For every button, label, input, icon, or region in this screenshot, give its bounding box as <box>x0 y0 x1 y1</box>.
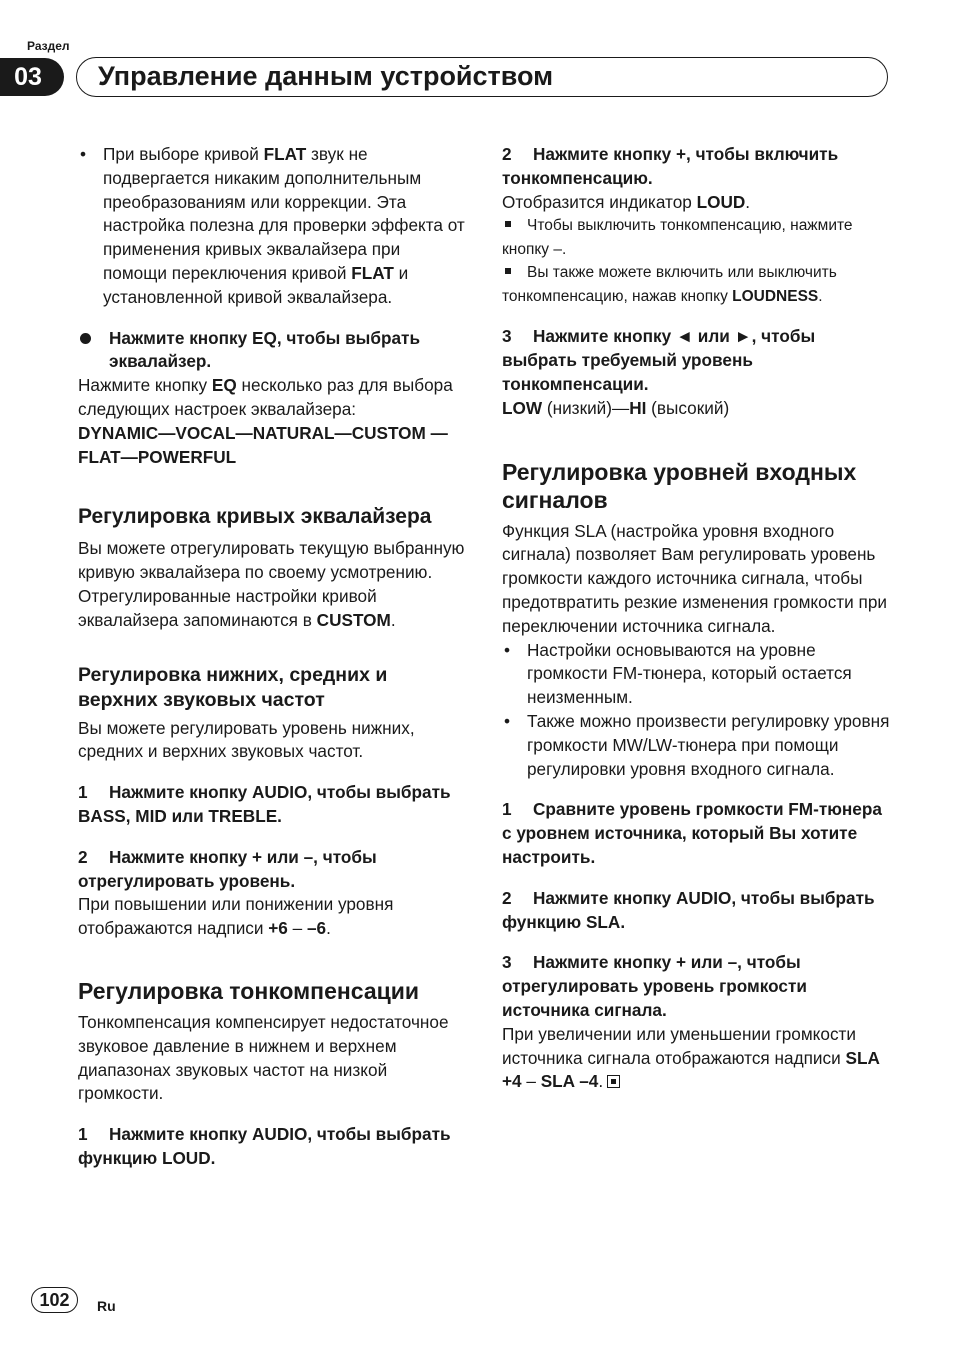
loud-step-1: 1 Нажмите кнопку AUDIO, чтобы выбрать функцию LOUD. <box>78 1124 451 1168</box>
loud-note-2: Вы также можете включить или выключить тонкомпенсацию, нажав кнопку LOUDNESS. <box>502 261 894 308</box>
sla-step-3: 3 Нажмите кнопку + или –, чтобы отрегулировать уровень громкости источника сигнала. <box>502 952 807 1020</box>
sla-bullet-1: • Настройки основываются на уровне громкости FM-тюнера, который остается неизменным. <box>502 639 894 710</box>
language-code: Ru <box>97 1298 116 1314</box>
loud-text: Тонкомпенсация компенсирует недостаточное звуковое давление в нижнем и верхнем диапазонах звуковых частот на низкой громкости. <box>78 1011 449 1104</box>
page-title: Управление данным устройством <box>98 61 554 91</box>
left-column <box>78 143 466 1171</box>
loud-step-3: 3 Нажмите кнопку ◄ или ►, чтобы выбрать требуемый уровень тонкомпенсации. <box>502 326 816 394</box>
freq-step-2: 2 Нажмите кнопку + или –, чтобы отрегулировать уровень. <box>78 846 377 891</box>
eq-list: DYNAMIC—VOCAL—NATURAL—CUSTOM —FLAT—POWERFUL <box>78 422 448 467</box>
sla-step-2: 2 Нажмите кнопку AUDIO, чтобы выбрать функцию SLA. <box>502 887 875 932</box>
section-number-badge: 03 <box>0 58 64 96</box>
eq-step-text: Нажмите кнопку EQ несколько раз для выбора следующих настроек эквалайзера: <box>78 375 453 419</box>
flat-bullet: • При выборе кривой FLAT звук не подвергается никаким дополнительным преобразованиям или коррекции. Эта настройка полезна для проверки эффекта от применения кривых эквалайзера при помощи переключения кривой FLAT и установленной кривой эквалайзера. <box>78 143 466 310</box>
sla-bullet-2: • Также можно произвести регулировку уровня громкости MW/LW-тюнера при помощи регулировки уровня входного сигнала. <box>502 710 894 781</box>
loud-heading: Регулировка тонкомпенсации <box>78 977 420 1004</box>
sla-step-3-text: При увеличении или уменьшении громкости источника сигнала отображаются надписи SLA +4 – SLA –4. <box>502 1023 880 1092</box>
loud-step-3-text: LOW (низкий)—HI (высокий) <box>502 397 730 418</box>
right-column <box>502 143 894 1094</box>
curve-text: Вы можете отрегулировать текущую выбранную кривую эквалайзера по своему усмотрению. Отрегулированные настройки кривой эквалайзера запоминаются в CUSTOM. <box>78 538 465 630</box>
loud-step-2: 2 Нажмите кнопку +, чтобы включить тонкомпенсацию. <box>502 144 839 188</box>
end-of-section-icon <box>607 1075 620 1088</box>
loud-note-1: Чтобы выключить тонкомпенсацию, нажмите кнопку –. <box>502 214 894 261</box>
sla-heading: Регулировка уровней входных сигналов <box>502 458 857 513</box>
freq-step-2-text: При повышении или понижении уровня отображаются надписи +6 – –6. <box>78 894 394 939</box>
freq-step-1: 1 Нажмите кнопку AUDIO, чтобы выбрать BASS, MID или TREBLE. <box>78 782 451 826</box>
freq-heading: Регулировка нижних, средних и верхних звуковых частот <box>78 663 388 711</box>
eq-step-heading: Нажмите кнопку EQ, чтобы выбрать эквалайзер. <box>78 327 466 375</box>
sla-text: Функция SLA (настройка уровня входного сигнала) позволяет Вам регулировать уровень громкости каждого источника сигнала, чтобы предотвратить резкие изменения громкости при переключении источника сигнала. <box>502 520 888 636</box>
loud-step-2-text: Отобразится индикатор LOUD. <box>502 191 751 212</box>
sla-step-1: 1 Сравните уровень громкости FM-тюнера с уровнем источника, который Вы хотите настроить. <box>502 799 882 867</box>
curve-heading: Регулировка кривых эквалайзера <box>78 505 432 529</box>
section-label: Раздел <box>27 39 70 53</box>
page-number: 102 <box>31 1287 78 1313</box>
freq-text: Вы можете регулировать уровень нижних, средних и верхних звуковых частот. <box>78 717 415 762</box>
